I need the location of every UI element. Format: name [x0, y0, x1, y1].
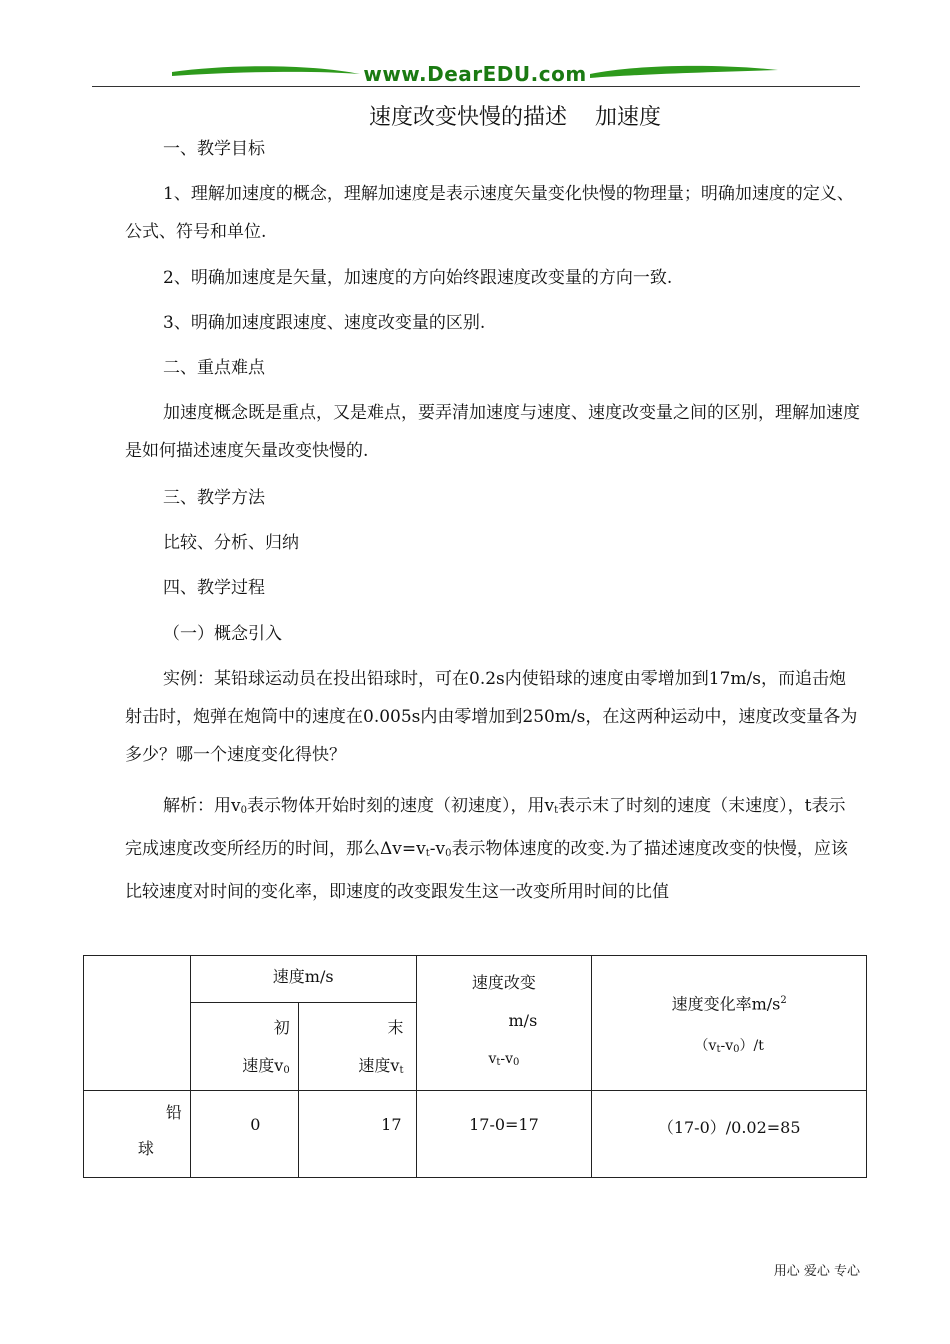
logo-text: www.DearEDU.com: [363, 62, 587, 86]
section3-heading: 三、教学方法: [163, 488, 265, 508]
goal-1: 1、理解加速度的概念，理解加速度是表示速度矢量变化快慢的物理量；明确加速度的定义、公式、符号和单位.: [125, 184, 854, 242]
row-label-line2: 球: [137, 1139, 154, 1158]
init-sub-0: 0: [283, 1065, 290, 1076]
analysis-c: 表示末了时刻的速度（末速度），t表示完成速度改变所经历的时间，那么Δv=v: [125, 796, 846, 859]
header-final-line2: [299, 1047, 404, 1090]
footer-slogan: 用心 爱心 专心: [773, 1264, 860, 1279]
final-sub-t: t: [399, 1065, 404, 1076]
header-change-line1: 速度改变: [471, 973, 536, 992]
table-corner-cell: [84, 956, 191, 1091]
analysis-sub-0: 0: [240, 805, 247, 816]
header-rate-line2: [592, 1025, 866, 1071]
header-rate-line1: [592, 980, 866, 1025]
analysis-paragraph: [125, 787, 860, 911]
rate-sub-0: 0: [733, 1044, 740, 1056]
header-initial-line2: [191, 1047, 290, 1090]
header-initial: [190, 1003, 298, 1091]
sub1-heading: （一）概念引入: [163, 624, 282, 644]
row-change-value: 17-0=17: [469, 1115, 539, 1134]
table-row: [84, 1091, 867, 1178]
example-paragraph: 实例：某铅球运动员在投出铅球时，可在0.2s内使铅球的速度由零增加到17m/s，而追击炮射击时，炮弹在炮筒中的速度在0.005s内由零增加到250m/s，在这两种运动中，速度改变量各为多少？哪一个速度变化得快？: [125, 669, 858, 765]
rate-b: -v: [720, 1038, 734, 1055]
goal-2: 2、明确加速度是矢量，加速度的方向始终跟速度改变量的方向一致.: [163, 268, 673, 288]
header-rate: [592, 956, 867, 1091]
header-speed: [190, 956, 416, 1003]
analysis-b: 表示物体开始时刻的速度（初速度），用v: [246, 796, 555, 816]
rate-label: 速度变化率m/s: [671, 994, 781, 1014]
analysis-d: -v: [429, 839, 446, 859]
speed-table: [83, 955, 867, 1178]
rate-c: ）/t: [739, 1038, 764, 1055]
header-rule: [92, 86, 860, 87]
goal-3: 3、明确加速度跟速度、速度改变量的区别.: [163, 313, 486, 333]
row-rate-value: （17-0）/0.02=85: [657, 1118, 801, 1137]
analysis-a: 解析：用v: [163, 796, 241, 816]
header-change-line3: [417, 1040, 592, 1082]
title-main: 速度改变快慢的描述: [368, 105, 567, 130]
header-initial-line1: 初: [273, 1018, 290, 1037]
rate-sub-t: t: [716, 1044, 721, 1056]
row-v0-value: 0: [250, 1115, 261, 1134]
header-final: [298, 1003, 416, 1091]
change-minus-v: -v: [500, 1051, 514, 1067]
header-final-line1: 末: [387, 1018, 404, 1037]
row-vt: [298, 1091, 416, 1178]
rate-a: （v: [694, 1038, 717, 1055]
rate-sup: 2: [780, 995, 787, 1006]
methods: 比较、分析、归纳: [163, 533, 299, 553]
analysis-e: 表示物体速度的改变.为了描述速度改变的快慢，应该比较速度对时间的变化率，即速度的改变跟发生这一改变所用时间的比值: [125, 839, 848, 902]
section4-heading: 四、教学过程: [163, 578, 265, 598]
row-label-line1: 铅: [165, 1103, 182, 1122]
analysis-sub-0-2: 0: [445, 848, 452, 859]
page-title: [0, 100, 950, 131]
final-label: 速度v: [358, 1056, 400, 1075]
section1-heading: 一、教学目标: [163, 139, 265, 159]
change-sub-t: t: [496, 1057, 501, 1068]
header-speed-label: 速度m/s: [272, 967, 334, 986]
row-label: [84, 1091, 191, 1178]
title-sub: 加速度: [595, 105, 662, 130]
header-change: [416, 956, 592, 1091]
row-v0: [190, 1091, 298, 1178]
init-label: 速度v: [242, 1056, 284, 1075]
keypoints: 加速度概念既是重点，又是难点，要弄清加速度与速度、速度改变量之间的区别，理解加速度是如何描述速度矢量改变快慢的.: [125, 403, 860, 461]
change-v: v: [488, 1051, 497, 1067]
section2-heading: 二、重点难点: [163, 358, 265, 378]
row-change: [416, 1091, 592, 1178]
row-vt-value: 17: [381, 1115, 402, 1134]
analysis-sub-t: t: [554, 805, 559, 816]
header-logo: [170, 60, 780, 88]
row-rate: [592, 1091, 867, 1178]
analysis-sub-t-2: t: [425, 848, 430, 859]
change-sub-0: 0: [513, 1057, 520, 1068]
header-change-line2: m/s: [508, 1011, 538, 1030]
